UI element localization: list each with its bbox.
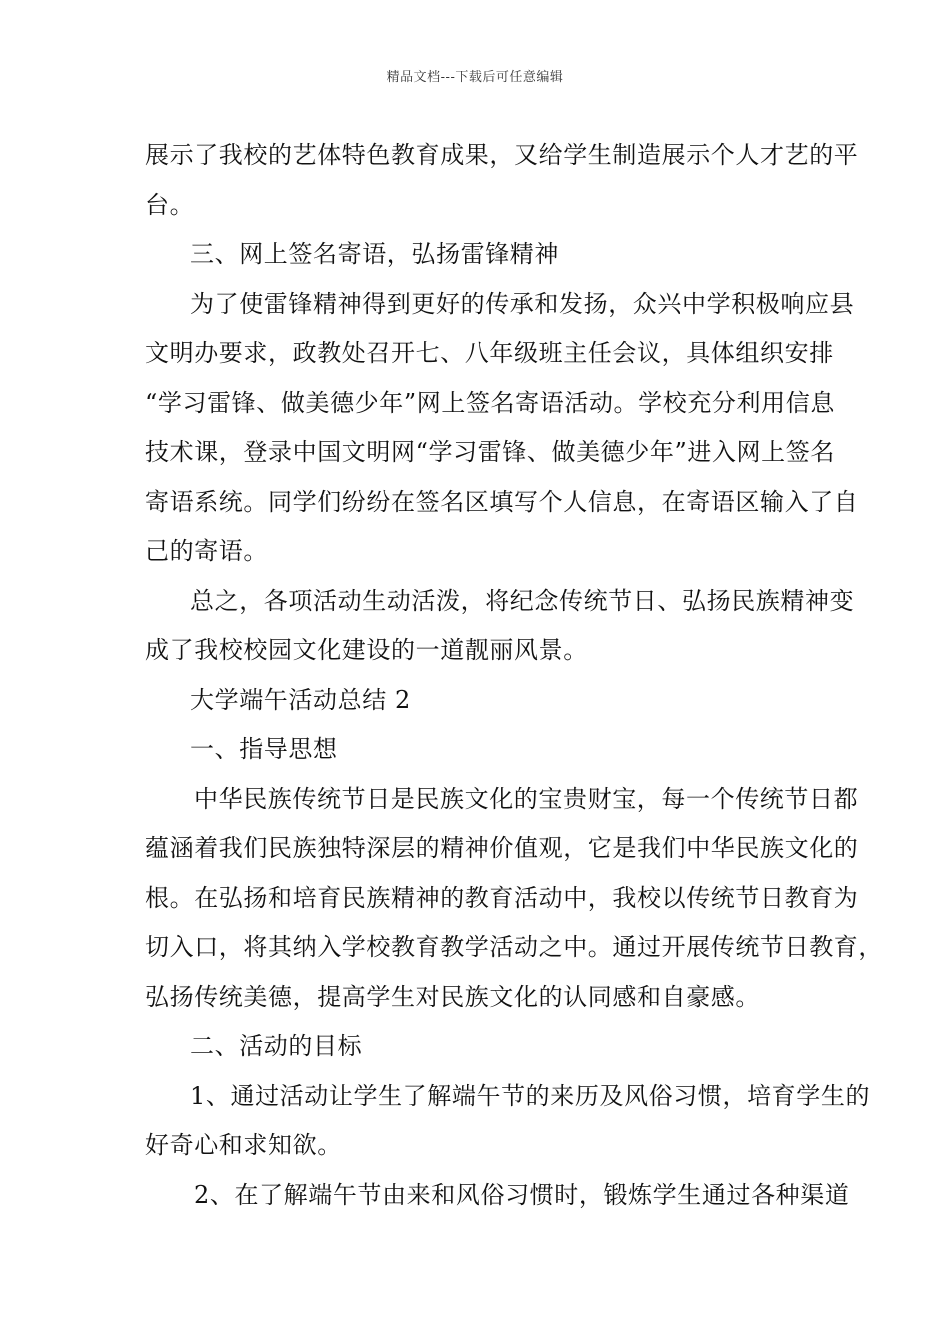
text-line: 台。: [145, 190, 195, 219]
text-line: 三、网上签名寄语，弘扬雷锋精神: [190, 240, 559, 268]
document-body: [145, 131, 883, 1220]
text-line: 1、通过活动让学生了解端午节的来历及风俗习惯，培育学生的: [190, 1081, 871, 1110]
text-line: 大学端午活动总结 2: [190, 685, 411, 714]
text-line: 切入口，将其纳入学校教育教学活动之中。通过开展传统节日教育，: [145, 933, 883, 961]
text-line: 展示了我校的艺体特色教育成果，又给学生制造展示个人才艺的平: [145, 141, 859, 169]
text-line: 文明办要求，政教处召开七、八年级班主任会议，具体组织安排: [145, 339, 834, 367]
text-line: 弘扬传统美德，提高学生对民族文化的认同感和自豪感。: [145, 982, 760, 1011]
text-line: 寄语系统。同学们纷纷在签名区填写个人信息，在寄语区输入了自: [145, 487, 859, 516]
text-line: 成了我校校园文化建设的一道靓丽风景。: [145, 636, 588, 664]
text-line: “学习雷锋、做美德少年”网上签名寄语活动。学校充分利用信息: [145, 388, 835, 417]
text-line: 2、在了解端午节由来和风俗习惯时，锻炼学生通过各种渠道: [194, 1180, 850, 1209]
text-line: 二、活动的目标: [190, 1032, 363, 1060]
page-header: 精品文档---下载后可任意编辑: [386, 70, 564, 85]
text-line: 好奇心和求知欲。: [145, 1131, 342, 1159]
text-line: 一、指导思想: [190, 735, 338, 763]
text-line: 己的寄语。: [145, 537, 268, 565]
text-line: 中华民族传统节日是民族文化的宝贵财宝，每一个传统节日都: [194, 784, 859, 813]
text-line: 总之，各项活动生动活泼，将纪念传统节日、弘扬民族精神变: [190, 586, 855, 615]
text-line: 蕴涵着我们民族独特深层的精神价值观，它是我们中华民族文化的: [145, 834, 859, 862]
text-line: 根。在弘扬和培育民族精神的教育活动中，我校以传统节日教育为: [145, 883, 859, 912]
text-line: 为了使雷锋精神得到更好的传承和发扬，众兴中学积极响应县: [190, 289, 855, 318]
text-line: 技术课，登录中国文明网“学习雷锋、做美德少年”进入网上签名: [145, 438, 835, 466]
